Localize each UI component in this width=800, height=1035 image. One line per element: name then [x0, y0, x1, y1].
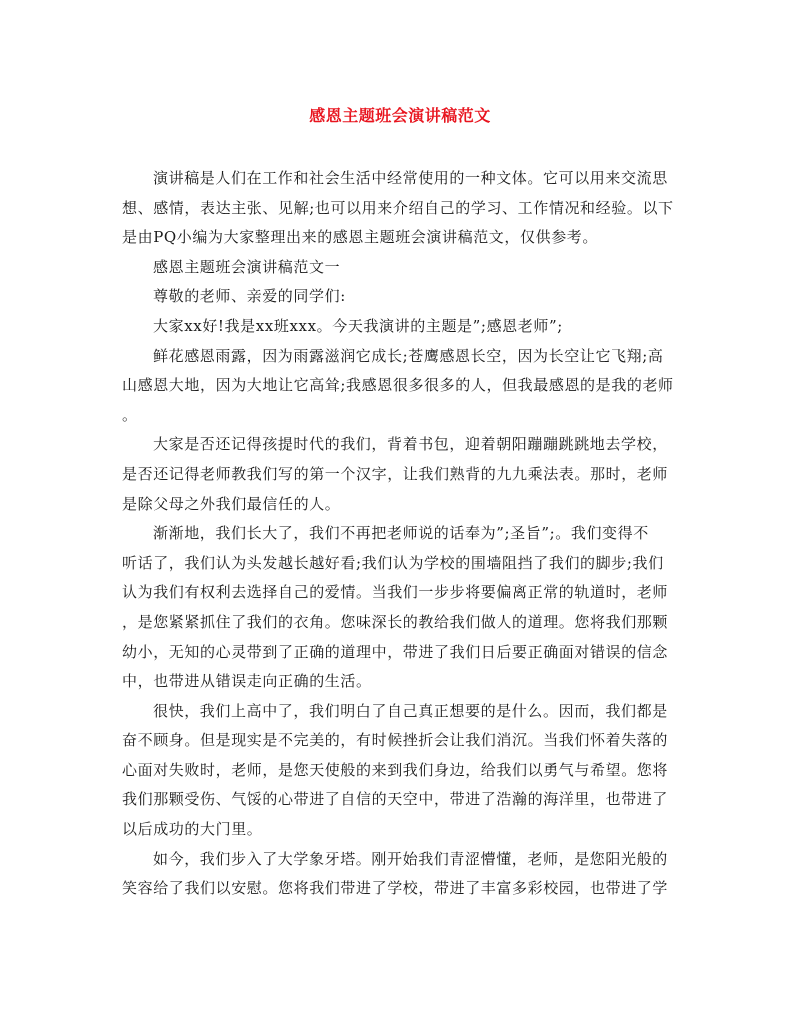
text-line: 鲜花感恩雨露，因为雨露滋润它成长;苍鹰感恩长空，因为长空让它飞翔;高: [153, 346, 664, 365]
text-line: 以后成功的大门里。: [122, 820, 263, 839]
text-line: 。: [122, 405, 138, 424]
text-line: 中，也带进从错误走向正确的生活。: [122, 672, 372, 691]
document-title: 感恩主题班会演讲稿范文: [309, 106, 491, 125]
paragraph-body: [122, 519, 682, 697]
text-line: 很快，我们上高中了，我们明白了自己真正想要的是什么。因而，我们都是: [153, 701, 668, 720]
text-line: 大家xx好!我是xx班xxx。今天我演讲的主题是”;感恩老师”;: [153, 316, 563, 335]
paragraph-greeting: [122, 282, 682, 312]
paragraph-body: [122, 845, 682, 904]
text-line: 奋不顾身。但是现实是不完美的，有时候挫折会让我们消沉。当我们怀着失落的: [122, 731, 669, 750]
text-line: 大家是否还记得孩提时代的我们，背着书包，迎着朝阳蹦蹦跳跳地去学校，: [153, 435, 668, 454]
text-line: 山感恩大地，因为大地让它高耸;我感恩很多很多的人，但我最感恩的是我的老师: [122, 376, 674, 395]
text-line: 渐渐地，我们长大了，我们不再把老师说的话奉为”;圣旨”;。我们变得不: [153, 524, 649, 543]
paragraph-opening: [122, 312, 682, 342]
text-line: ，是您紧紧抓住了我们的衣角。您味深长的教给我们做人的道理。您将我们那颗: [122, 612, 669, 631]
text-line: 尊敬的老师、亲爱的同学们:: [153, 287, 346, 306]
paragraph-body: [122, 430, 682, 519]
text-line: 认为我们有权利去选择自己的爱情。当我们一步步将要偏离正常的轨道时，老师: [122, 583, 669, 602]
text-line: 想、感情，表达主张、见解;也可以用来介绍自己的学习、工作情况和经验。以下: [122, 198, 674, 217]
text-line: 是由PQ小编为大家整理出来的感恩主题班会演讲稿范文，仅供参考。: [122, 228, 598, 247]
text-line: 是除父母之外我们最信任的人。: [122, 494, 341, 513]
text-line: 是否还记得老师教我们写的第一个汉字，让我们熟背的九九乘法表。那时，老师: [122, 464, 669, 483]
paragraph-subtitle: [122, 253, 682, 283]
text-line: 笑容给了我们以安慰。您将我们带进了学校，带进了丰富多彩校园，也带进了学: [122, 879, 669, 898]
text-line: 幼小，无知的心灵带到了正确的道理中，带进了我们日后要正确面对错误的信念: [122, 642, 669, 661]
paragraph-intro: [122, 164, 682, 253]
text-line: 我们那颗受伤、气馁的心带进了自信的天空中，带进了浩瀚的海洋里，也带进了: [122, 790, 669, 809]
document-body: [122, 164, 682, 904]
text-line: 感恩主题班会演讲稿范文一: [153, 257, 341, 276]
text-line: 如今，我们步入了大学象牙塔。刚开始我们青涩懵懂，老师，是您阳光般的: [153, 849, 668, 868]
text-line: 听话了，我们认为头发越长越好看;我们认为学校的围墙阻挡了我们的脚步;我们: [122, 553, 664, 572]
paragraph-body: [122, 342, 682, 431]
paragraph-body: [122, 697, 682, 845]
text-line: 心面对失败时，老师，是您天使般的来到我们身边，给我们以勇气与希望。您将: [122, 760, 669, 779]
text-line: 演讲稿是人们在工作和社会生活中经常使用的一种文体。它可以用来交流思: [153, 169, 668, 187]
